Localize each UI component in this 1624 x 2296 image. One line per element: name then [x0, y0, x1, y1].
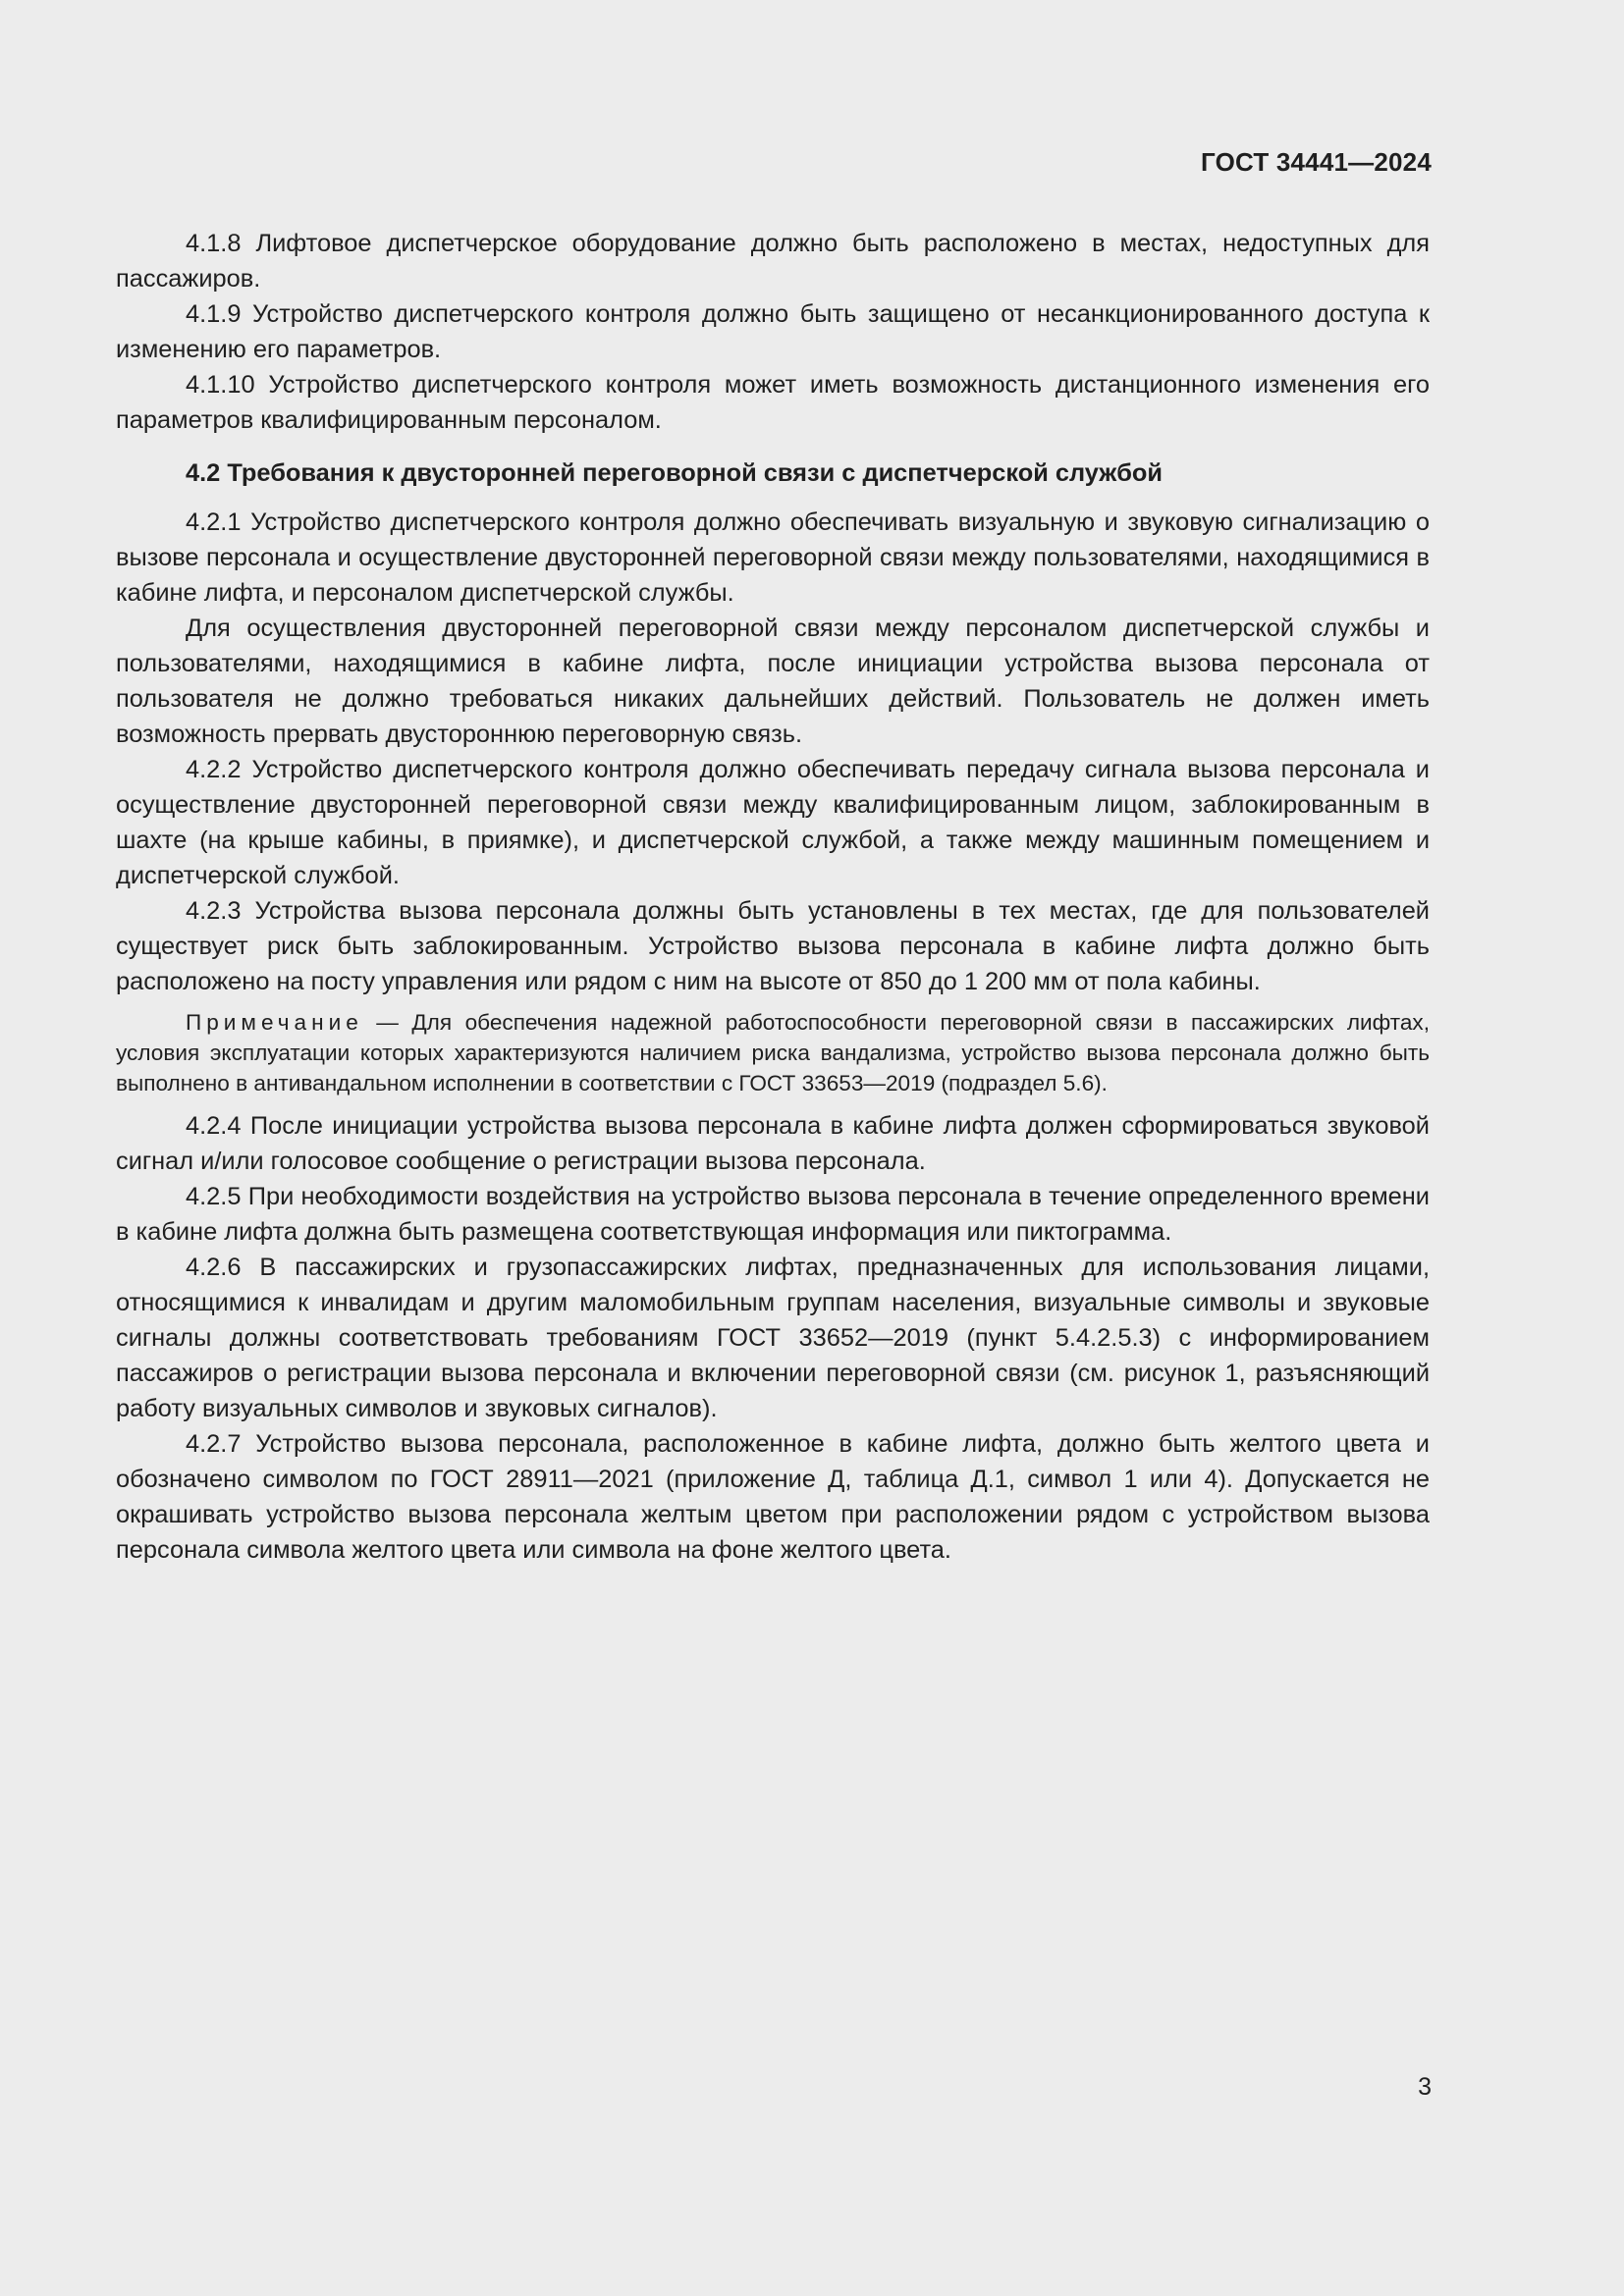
document-body [116, 226, 1430, 1568]
note-block [116, 1007, 1430, 1098]
clause-4-2-1: 4.2.1 Устройство диспетчерского контроля должно обеспечивать визуальную и звуковую сигнализацию о вызове персонала и осуществление двусторонней переговорной связи между пользователями, находящимися в кабине лифта, и персоналом диспетчерской службы. [116, 508, 1430, 607]
clause-4-2-4: 4.2.4 После инициации устройства вызова персонала в кабине лифта должен сформироваться звуковой сигнал и/или голосовое сообщение о регистрации вызова персонала. [116, 1112, 1430, 1175]
note-text: — Для обеспечения надежной работоспособности переговорной связи в пассажирских лифтах, условия эксплуатации которых характеризуются наличием риска вандализма, устройство вызова персонала должно быть выполнено в антивандальном исполнении в соответствии с ГОСТ 33653—2019 (подраздел 5.6). [116, 1010, 1430, 1095]
clause-4-2-6: 4.2.6 В пассажирских и грузопассажирских лифтах, предназначенных для использования лицами, относящимися к инвалидам и другим маломобильным группам населения, визуальные символы и звуковые сигналы должны соответствовать требованиям ГОСТ 33652—2019 (пункт 5.4.2.5.3) с информированием пассажиров о регистрации вызова персонала и включении переговорной связи (см. рисунок 1, разъясняющий работу визуальных символов и звуковых сигналов). [116, 1254, 1430, 1422]
note-label: Примечание [186, 1010, 363, 1035]
clause-4-2-5: 4.2.5 При необходимости воздействия на устройство вызова персонала в течение определенного времени в кабине лифта должна быть размещена соответствующая информация или пиктограмма. [116, 1183, 1430, 1246]
clause-4-1-8: 4.1.8 Лифтовое диспетчерское оборудование должно быть расположено в местах, недоступных для пассажиров. [116, 230, 1430, 293]
clause-4-2-3: 4.2.3 Устройства вызова персонала должны быть установлены в тех местах, где для пользователей существует риск быть заблокированным. Устройство вызова персонала в кабине лифта должно быть расположено на посту управления или рядом с ним на высоте от 850 до 1 200 мм от пола кабины. [116, 897, 1430, 995]
page-number: 3 [1418, 2073, 1432, 2101]
clause-4-2-2: 4.2.2 Устройство диспетчерского контроля должно обеспечивать передачу сигнала вызова персонала и осуществление двусторонней переговорной связи между квалифицированным лицом, заблокированным в шахте (на крыше кабины, в приямке), и диспетчерской службой, а также между машинным помещением и диспетчерской службой. [116, 756, 1430, 889]
section-title-4-2: 4.2 Требования к двусторонней переговорной связи с диспетчерской службой [186, 459, 1164, 487]
clause-4-2-7: 4.2.7 Устройство вызова персонала, расположенное в кабине лифта, должно быть желтого цвета и обозначено символом по ГОСТ 28911—2021 (приложение Д, таблица Д.1, символ 1 или 4). Допускается не окрашивать устройство вызова персонала желтым цветом при расположении рядом с устройством вызова персонала символа желтого цвета или символа на фоне желтого цвета. [116, 1430, 1430, 1564]
document-header-id: ГОСТ 34441—2024 [1201, 147, 1432, 177]
clause-4-1-10: 4.1.10 Устройство диспетчерского контроля может иметь возможность дистанционного изменения его параметров квалифицированным персоналом. [116, 371, 1430, 434]
clause-4-1-9: 4.1.9 Устройство диспетчерского контроля должно быть защищено от несанкционированного доступа к изменению его параметров. [116, 300, 1430, 363]
clause-4-2-1-continued: Для осуществления двусторонней переговорной связи между персоналом диспетчерской службы и пользователями, находящимися в кабине лифта, после инициации устройства вызова персонала от пользователя не должно требоваться никаких дальнейших действий. Пользователь не должен иметь возможность прервать двустороннюю переговорную связь. [116, 614, 1430, 748]
